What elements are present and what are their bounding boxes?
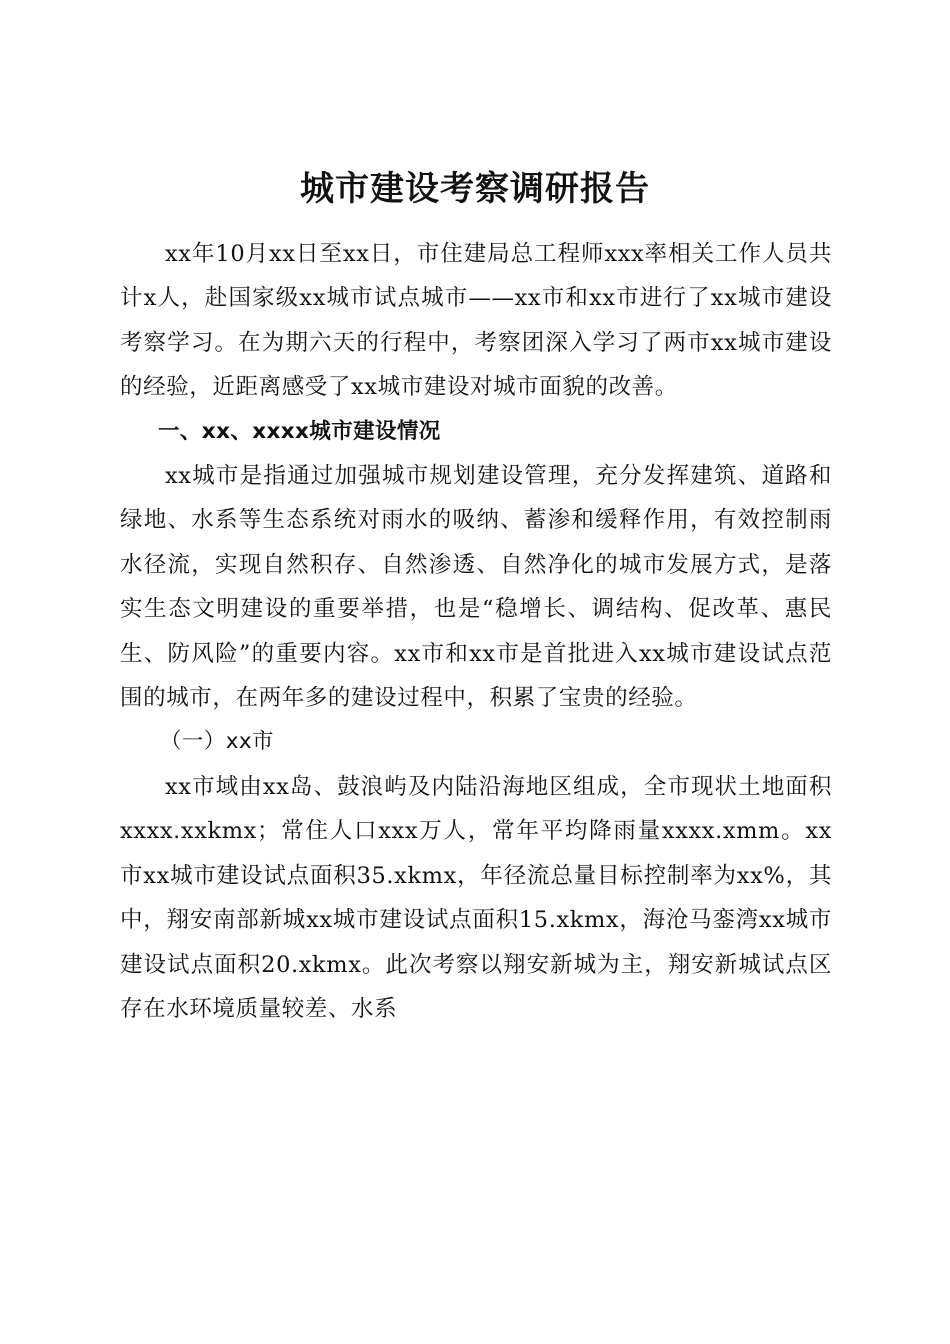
section-paragraph: xx城市是指通过加强城市规划建设管理，充分发挥建筑、道路和绿地、水系等生态系统对雨水的吸纳、蓄渗和缓释作用，有效控制雨水径流，实现自然积存、自然渗透、自然净化的城市发展方式，是落实生态文明建设的重要举措，也是“稳增长、调结构、促改革、惠民生、防风险”的重要内容。xx市和xx市是首批进入xx城市建设试点范围的城市，在两年多的建设过程中，积累了宝贵的经验。 — [120, 463, 832, 712]
document-title: 城市建设考察调研报告 — [300, 168, 650, 209]
document-body — [120, 232, 832, 1031]
section-heading: 一、xx、xxxx城市建设情况 — [158, 418, 441, 444]
intro-paragraph: xx年10月xx日至xx日，市住建局总工程师xxx率相关工作人员共计x人，赴国家级xx城市试点城市——xx市和xx市进行了xx城市建设考察学习。在为期六天的行程中，考察团深入学习了两市xx城市建设的经验，近距离感受了xx城市建设对城市面貌的改善。 — [120, 241, 832, 401]
subsection-paragraph: xx市域由xx岛、鼓浪屿及内陆沿海地区组成，全市现状土地面积xxxx.xxkmx；常住人口xxx万人，常年平均降雨量xxxx.xmm。xx市xx城市建设试点面积35.xkmx，年径流总量目标控制率为xx%，其中，翔安南部新城xx城市建设试点面积15.xkmx，海沧马銮湾xx城市建设试点面积20.xkmx。此次考察以翔安新城为主，翔安新城试点区存在水环境质量较差、水系 — [120, 773, 832, 1022]
subsection-heading: （一）xx市 — [160, 729, 274, 755]
